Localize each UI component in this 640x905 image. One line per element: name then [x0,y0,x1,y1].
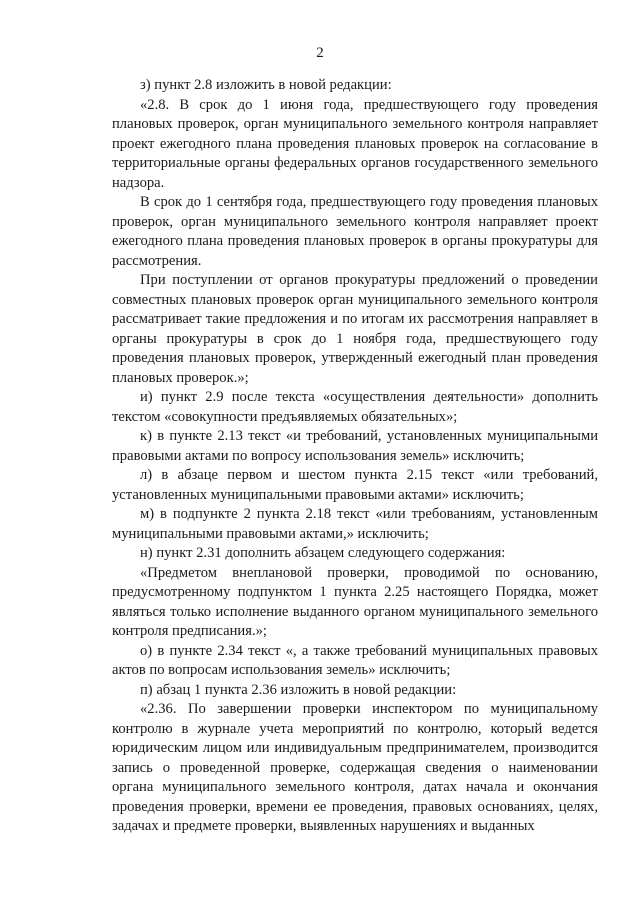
paragraph-item-o: о) в пункте 2.34 текст «, а также требований муниципальных правовых актов по вопросам использования земель» исключить; [112,642,598,678]
paragraph-2-8-june: «2.8. В срок до 1 июня года, предшествующего году проведения плановых проверок, орган муниципального земельного контроля направляет проект ежегодного плана проведения плановых проверок на согласование в территориальные органы федеральных органов государственного земельного надзора. [112,96,598,191]
paragraph-item-i: и) пункт 2.9 после текста «осуществления деятельности» дополнить текстом «совокупности предъявляемых обязательных»; [112,389,598,425]
paragraph-2-36: «2.36. По завершении проверки инспектором по муниципальному контролю в журнале учета мероприятий по контролю, который ведется юридическим лицом или индивидуальным предпринимателем, производится запись о проведенной проверке, содержащая сведения о наименовании органа муниципального земельного контроля, датах начала и окончания проведения проверки, времени ее проведения, правовых основаниях, целях, задачах и предмете проверки, выявленных нарушениях и выданных [112,701,598,834]
paragraph-item-l: л) в абзаце первом и шестом пункта 2.15 текст «или требований, установленных муниципальными правовыми актами» исключить; [112,467,598,503]
page-number: 2 [316,45,324,61]
paragraph-item-p: п) абзац 1 пункта 2.36 изложить в новой редакции: [140,681,457,698]
paragraph-september-deadline: В срок до 1 сентября года, предшествующего году проведения плановых проверок, орган муниципального земельного контроля направляет проект ежегодного плана проведения плановых проверок в органы прокуратуры для рассмотрения. [112,194,598,269]
paragraph-unscheduled-inspection: «Предметом внеплановой проверки, проводимой по основанию, предусмотренному подпунктом 1 пункта 2.25 настоящего Порядка, может являться только исполнение выданного органом муниципального земельного контроля предписания.»; [112,564,598,639]
paragraph-item-k: к) в пункте 2.13 текст «и требований, установленных муниципальными правовыми актами по вопросу использования земель» исключить; [112,428,598,464]
paragraph-prosecutor-proposals: При поступлении от органов прокуратуры предложений о проведении совместных плановых проверок орган муниципального земельного контроля рассматривает такие предложения и по итогам их рассмотрения направляет в органы прокуратуры в срок до 1 ноября года, предшествующего году проведения плановых проверок, утвержденный ежегодный план проведения плановых проверок.»; [112,272,598,386]
paragraph-item-m: м) в подпункте 2 пункта 2.18 текст «или требованиям, установленным муниципальными правовыми актами,» исключить; [112,506,598,542]
paragraph-item-z: з) пункт 2.8 изложить в новой редакции: [140,77,392,93]
paragraph-item-n: н) пункт 2.31 дополнить абзацем следующего содержания: [140,545,506,561]
document-body [112,76,598,837]
